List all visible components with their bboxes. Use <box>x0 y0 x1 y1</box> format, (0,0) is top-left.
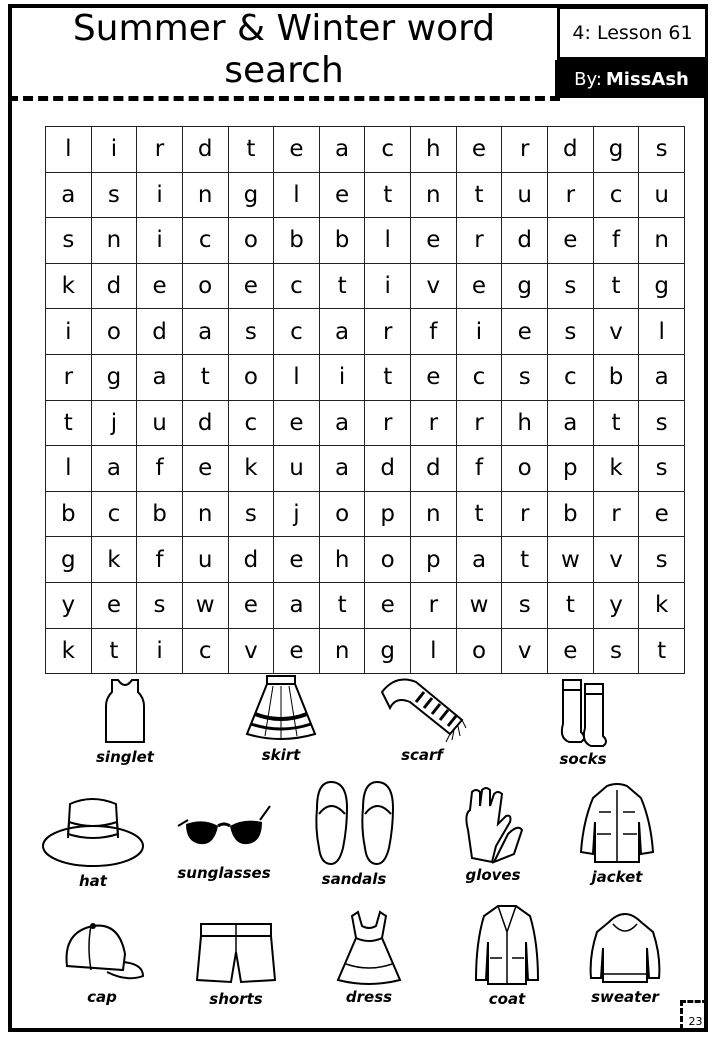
item-sunglasses <box>170 796 278 882</box>
grid-cell[interactable]: t <box>547 582 593 628</box>
grid-cell[interactable]: d <box>182 127 228 173</box>
grid-row <box>46 354 685 400</box>
dress-icon <box>334 908 404 986</box>
grid-cell[interactable]: r <box>456 400 502 446</box>
item-hat <box>36 790 150 890</box>
grid-cell[interactable]: d <box>411 446 457 492</box>
grid-cell[interactable]: b <box>593 354 639 400</box>
grid-cell[interactable]: r <box>46 354 92 400</box>
grid-cell[interactable]: e <box>228 263 274 309</box>
grid-cell[interactable]: b <box>137 491 183 537</box>
grid-cell[interactable]: g <box>228 172 274 218</box>
label-gloves: gloves <box>465 866 521 884</box>
item-coat <box>460 902 554 1008</box>
grid-cell[interactable]: b <box>547 491 593 537</box>
grid-cell[interactable]: e <box>411 218 457 264</box>
title-divider <box>8 96 560 101</box>
grid-cell[interactable]: s <box>639 446 685 492</box>
grid-cell[interactable]: s <box>91 172 137 218</box>
grid-cell[interactable]: w <box>456 582 502 628</box>
grid-cell[interactable]: d <box>91 263 137 309</box>
grid-row <box>46 309 685 355</box>
gloves-icon <box>458 784 528 864</box>
grid-cell[interactable]: g <box>365 628 411 674</box>
grid-cell[interactable]: h <box>411 127 457 173</box>
grid-cell[interactable]: t <box>593 400 639 446</box>
grid-cell[interactable]: g <box>91 354 137 400</box>
grid-cell[interactable]: g <box>593 127 639 173</box>
grid-cell[interactable]: b <box>46 491 92 537</box>
grid-cell[interactable]: v <box>502 628 548 674</box>
label-socks: socks <box>559 750 607 768</box>
grid-cell[interactable]: w <box>547 537 593 583</box>
grid-cell[interactable]: a <box>547 400 593 446</box>
grid-cell[interactable]: r <box>365 309 411 355</box>
grid-cell[interactable]: g <box>639 263 685 309</box>
grid-cell[interactable]: a <box>456 537 502 583</box>
grid-cell[interactable]: e <box>411 354 457 400</box>
grid-cell[interactable]: s <box>228 309 274 355</box>
grid-cell[interactable]: s <box>547 263 593 309</box>
grid-cell[interactable]: e <box>319 172 365 218</box>
page-number: 23 <box>680 1000 708 1030</box>
grid-cell[interactable]: e <box>547 218 593 264</box>
grid-cell[interactable]: p <box>547 446 593 492</box>
label-jacket: jacket <box>591 868 643 886</box>
grid-cell[interactable]: p <box>411 537 457 583</box>
grid-row <box>46 172 685 218</box>
grid-row <box>46 127 685 173</box>
grid-cell[interactable]: i <box>137 172 183 218</box>
grid-cell[interactable]: i <box>137 628 183 674</box>
grid-cell[interactable]: u <box>182 537 228 583</box>
grid-cell[interactable]: a <box>182 309 228 355</box>
grid-cell[interactable]: e <box>137 263 183 309</box>
grid-row <box>46 400 685 446</box>
item-sweater <box>578 908 672 1006</box>
shorts-icon <box>193 918 279 988</box>
item-scarf <box>372 672 472 764</box>
grid-cell[interactable]: t <box>456 172 502 218</box>
grid-cell[interactable]: h <box>502 400 548 446</box>
grid-cell[interactable]: k <box>46 263 92 309</box>
grid-cell[interactable]: v <box>411 263 457 309</box>
grid-row <box>46 491 685 537</box>
grid-cell[interactable]: l <box>365 218 411 264</box>
grid-cell[interactable]: s <box>502 582 548 628</box>
grid-cell[interactable]: s <box>639 400 685 446</box>
grid-cell[interactable]: o <box>228 354 274 400</box>
grid-cell[interactable]: s <box>228 491 274 537</box>
hat-icon <box>40 790 146 870</box>
item-singlet <box>85 676 165 766</box>
grid-cell[interactable]: d <box>365 446 411 492</box>
grid-cell[interactable]: e <box>228 582 274 628</box>
grid-cell[interactable]: g <box>46 537 92 583</box>
author-prefix: By: <box>574 68 602 90</box>
label-cap: cap <box>87 988 117 1006</box>
grid-cell[interactable]: t <box>91 628 137 674</box>
grid-cell[interactable]: s <box>593 628 639 674</box>
grid-cell[interactable]: r <box>456 218 502 264</box>
grid-cell[interactable]: r <box>547 172 593 218</box>
author-badge <box>555 60 708 98</box>
grid-cell[interactable]: r <box>411 582 457 628</box>
grid-cell[interactable]: o <box>182 263 228 309</box>
grid-cell[interactable]: t <box>639 628 685 674</box>
grid-cell[interactable]: v <box>593 309 639 355</box>
grid-cell[interactable]: a <box>137 354 183 400</box>
grid-cell[interactable]: c <box>91 491 137 537</box>
grid-cell[interactable]: s <box>639 127 685 173</box>
grid-cell[interactable]: v <box>228 628 274 674</box>
grid-cell[interactable]: a <box>319 309 365 355</box>
grid-cell[interactable]: t <box>593 263 639 309</box>
grid-cell[interactable]: k <box>46 628 92 674</box>
grid-row <box>46 628 685 674</box>
grid-cell[interactable]: r <box>593 491 639 537</box>
grid-cell[interactable]: r <box>365 400 411 446</box>
grid-cell[interactable]: e <box>274 400 320 446</box>
grid-cell[interactable]: t <box>319 582 365 628</box>
grid-cell[interactable]: s <box>502 354 548 400</box>
grid-cell[interactable]: w <box>182 582 228 628</box>
grid-cell[interactable]: c <box>593 172 639 218</box>
grid-cell[interactable]: c <box>274 263 320 309</box>
grid-cell[interactable]: r <box>502 127 548 173</box>
grid-cell[interactable]: c <box>228 400 274 446</box>
grid-cell[interactable]: a <box>319 127 365 173</box>
grid-cell[interactable]: f <box>137 537 183 583</box>
grid-cell[interactable]: f <box>137 446 183 492</box>
grid-cell[interactable]: t <box>502 537 548 583</box>
cap-icon <box>57 914 147 986</box>
grid-cell[interactable]: n <box>182 491 228 537</box>
item-skirt <box>236 672 326 764</box>
grid-cell[interactable]: n <box>411 491 457 537</box>
grid-row <box>46 218 685 264</box>
label-sandals: sandals <box>321 870 387 888</box>
label-coat: coat <box>488 990 526 1008</box>
label-sunglasses: sunglasses <box>177 864 271 882</box>
grid-cell[interactable]: a <box>319 446 365 492</box>
grid-cell[interactable]: t <box>365 172 411 218</box>
grid-cell[interactable]: c <box>274 309 320 355</box>
grid-cell[interactable]: c <box>547 354 593 400</box>
grid-cell[interactable]: l <box>46 127 92 173</box>
grid-cell[interactable]: a <box>274 582 320 628</box>
coat-icon <box>472 902 542 988</box>
grid-cell[interactable]: i <box>319 354 365 400</box>
grid-cell[interactable]: c <box>456 354 502 400</box>
grid-cell[interactable]: s <box>137 582 183 628</box>
grid-cell[interactable]: t <box>456 491 502 537</box>
item-shorts <box>188 918 284 1008</box>
grid-cell[interactable]: u <box>137 400 183 446</box>
item-socks <box>543 676 623 768</box>
label-hat: hat <box>79 872 107 890</box>
item-gloves <box>448 784 538 884</box>
grid-cell[interactable]: a <box>91 446 137 492</box>
grid-cell[interactable]: p <box>365 491 411 537</box>
sweater-icon <box>587 908 663 986</box>
grid-cell[interactable]: t <box>319 263 365 309</box>
grid-cell[interactable]: a <box>319 400 365 446</box>
word-search-grid <box>45 126 685 674</box>
grid-cell[interactable]: h <box>319 537 365 583</box>
grid-cell[interactable]: d <box>228 537 274 583</box>
label-singlet: singlet <box>96 748 154 766</box>
grid-cell[interactable]: e <box>547 628 593 674</box>
grid-cell[interactable]: f <box>456 446 502 492</box>
grid-cell[interactable]: t <box>182 354 228 400</box>
label-skirt: skirt <box>261 746 301 764</box>
grid-cell[interactable]: e <box>182 446 228 492</box>
grid-cell[interactable]: u <box>639 172 685 218</box>
grid-cell[interactable]: k <box>639 582 685 628</box>
item-cap <box>52 914 152 1006</box>
grid-cell[interactable]: d <box>547 127 593 173</box>
grid-cell[interactable]: s <box>46 218 92 264</box>
skirt-icon <box>241 672 321 744</box>
item-jacket <box>570 782 664 886</box>
grid-cell[interactable]: c <box>365 127 411 173</box>
author-name: MissAsh <box>605 68 689 90</box>
grid-cell[interactable]: f <box>411 309 457 355</box>
grid-cell[interactable]: l <box>274 172 320 218</box>
grid-cell[interactable]: c <box>182 628 228 674</box>
item-dress <box>324 908 414 1006</box>
grid-cell[interactable]: y <box>46 582 92 628</box>
grid-cell[interactable]: a <box>639 354 685 400</box>
grid-cell[interactable]: j <box>274 491 320 537</box>
grid-cell[interactable]: a <box>46 172 92 218</box>
grid-cell[interactable]: v <box>593 537 639 583</box>
grid-cell[interactable]: s <box>547 309 593 355</box>
grid-cell[interactable]: u <box>274 446 320 492</box>
grid-cell[interactable]: b <box>274 218 320 264</box>
grid-cell[interactable]: k <box>593 446 639 492</box>
grid-cell[interactable]: n <box>182 172 228 218</box>
grid-cell[interactable]: t <box>228 127 274 173</box>
grid-cell[interactable]: d <box>182 400 228 446</box>
grid-cell[interactable]: t <box>365 354 411 400</box>
sunglasses-icon <box>174 796 274 862</box>
grid-cell[interactable]: k <box>228 446 274 492</box>
grid-cell[interactable]: l <box>46 446 92 492</box>
grid-cell[interactable]: o <box>456 628 502 674</box>
grid-cell[interactable]: s <box>639 537 685 583</box>
singlet-icon <box>100 676 150 746</box>
grid-cell[interactable]: e <box>274 537 320 583</box>
grid-cell[interactable]: n <box>411 172 457 218</box>
grid-cell[interactable]: j <box>91 400 137 446</box>
label-dress: dress <box>345 988 393 1006</box>
grid-cell[interactable]: l <box>274 354 320 400</box>
grid-cell[interactable]: i <box>137 218 183 264</box>
grid-cell[interactable]: r <box>502 491 548 537</box>
label-scarf: scarf <box>401 746 443 764</box>
grid-cell[interactable]: i <box>365 263 411 309</box>
grid-cell[interactable]: r <box>411 400 457 446</box>
grid-cell[interactable]: o <box>228 218 274 264</box>
item-sandals <box>304 778 404 888</box>
sandals-icon <box>309 778 399 868</box>
grid-cell[interactable]: e <box>274 628 320 674</box>
grid-cell[interactable]: o <box>319 491 365 537</box>
grid-cell[interactable]: e <box>456 127 502 173</box>
grid-cell[interactable]: b <box>319 218 365 264</box>
label-sweater: sweater <box>591 988 659 1006</box>
grid-cell[interactable]: k <box>91 537 137 583</box>
grid-cell[interactable]: d <box>502 218 548 264</box>
socks-icon <box>555 676 611 748</box>
grid-cell[interactable]: u <box>502 172 548 218</box>
grid-cell[interactable]: i <box>46 309 92 355</box>
grid-cell[interactable]: i <box>456 309 502 355</box>
grid-cell[interactable]: e <box>274 127 320 173</box>
grid-cell[interactable]: n <box>639 218 685 264</box>
grid-cell[interactable]: o <box>91 309 137 355</box>
lesson-label: 4: Lesson 61 <box>557 6 708 60</box>
grid-cell[interactable]: n <box>319 628 365 674</box>
grid-cell[interactable]: e <box>456 263 502 309</box>
grid-cell[interactable]: r <box>137 127 183 173</box>
grid-cell[interactable]: n <box>91 218 137 264</box>
grid-cell[interactable]: i <box>91 127 137 173</box>
grid-row <box>46 263 685 309</box>
grid-row <box>46 537 685 583</box>
grid-cell[interactable]: e <box>502 309 548 355</box>
jacket-icon <box>577 782 657 866</box>
grid-cell[interactable]: c <box>182 218 228 264</box>
grid-cell[interactable]: t <box>46 400 92 446</box>
grid-cell[interactable]: g <box>502 263 548 309</box>
label-shorts: shorts <box>209 990 263 1008</box>
grid-row <box>46 582 685 628</box>
grid-cell[interactable]: d <box>137 309 183 355</box>
grid-cell[interactable]: l <box>639 309 685 355</box>
grid-cell[interactable]: o <box>502 446 548 492</box>
grid-cell[interactable]: o <box>365 537 411 583</box>
page-title: Summer & Winter word search <box>72 8 496 91</box>
grid-cell[interactable]: e <box>639 491 685 537</box>
grid-row <box>46 446 685 492</box>
grid-cell[interactable]: f <box>593 218 639 264</box>
grid-cell[interactable]: e <box>91 582 137 628</box>
grid-cell[interactable]: y <box>593 582 639 628</box>
grid-cell[interactable]: e <box>365 582 411 628</box>
scarf-icon <box>376 672 468 744</box>
grid-cell[interactable]: l <box>411 628 457 674</box>
